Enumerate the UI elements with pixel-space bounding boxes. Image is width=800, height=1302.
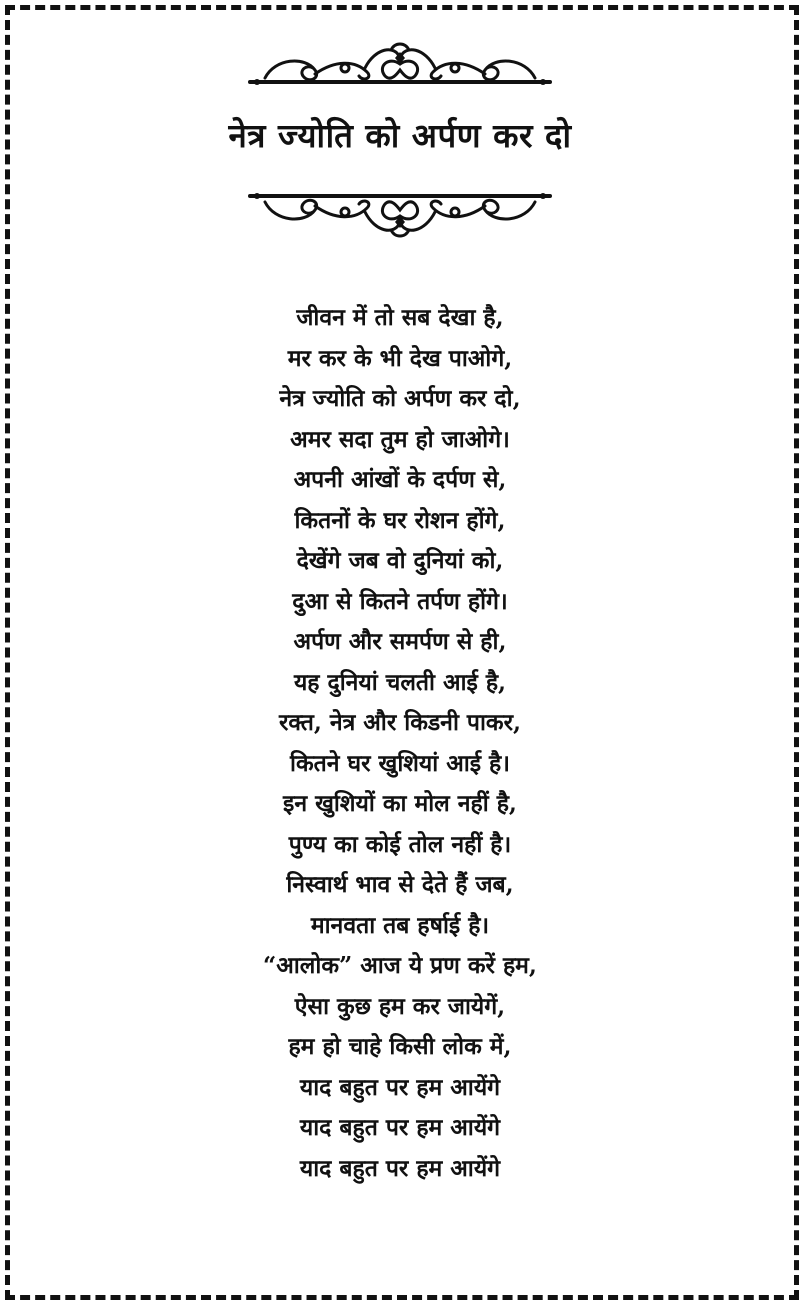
poem-line: रक्त, नेत्र और किडनी पाकर, xyxy=(278,709,522,736)
poem-title: नेत्र ज्योति को अर्पण कर दो xyxy=(228,116,572,155)
poem-line: दुआ से कितने तर्पण होंगे। xyxy=(292,587,508,615)
poem-line: मानवता तब हर्षाई है। xyxy=(310,911,490,939)
poem-line: देखेंगे जब वो दुनियां को, xyxy=(296,547,504,574)
poem-line: याद बहुत पर हम आयेंगे xyxy=(299,1114,501,1141)
poem-line: मर कर के भी देख पाओगे, xyxy=(287,344,513,372)
poem-line: हम हो चाहे किसी लोक में, xyxy=(288,1033,512,1060)
poem-line: अर्पण और समर्पण से ही, xyxy=(293,628,507,655)
poem-line: अपनी आंखों के दर्पण से, xyxy=(293,466,507,493)
flourish-divider-bottom-icon xyxy=(245,190,555,246)
poem-line: कितनों के घर रोशन होंगे, xyxy=(294,506,506,534)
poem-line: यह दुनियां चलती आई है, xyxy=(293,668,507,696)
poem-line: पुण्य का कोई तोल नहीं है। xyxy=(288,830,512,858)
poem-line: “आलोक” आज ये प्रण करें हम, xyxy=(263,952,537,979)
poem-line: नेत्र ज्योति को अर्पण कर दो, xyxy=(279,385,521,412)
poem-line: जीवन में तो सब देखा है, xyxy=(296,304,504,331)
poem-line: याद बहुत पर हम आयेंगे xyxy=(299,1073,501,1101)
poem-line: याद बहुत पर हम आयेंगे xyxy=(299,1154,501,1182)
poem-line: निस्वार्थ भाव से देते हैं जब, xyxy=(286,871,514,898)
poem-line: इन खुशियों का मोल नहीं है, xyxy=(283,790,517,817)
poem-line: ऐसा कुछ हम कर जायेगें, xyxy=(294,992,506,1020)
poem-line: अमर सदा तुम हो जाओगे। xyxy=(290,425,510,453)
poem-line: कितने घर खुशियां आई है। xyxy=(290,749,510,777)
flourish-divider-top-icon xyxy=(245,38,555,88)
poem-body xyxy=(0,298,800,1189)
